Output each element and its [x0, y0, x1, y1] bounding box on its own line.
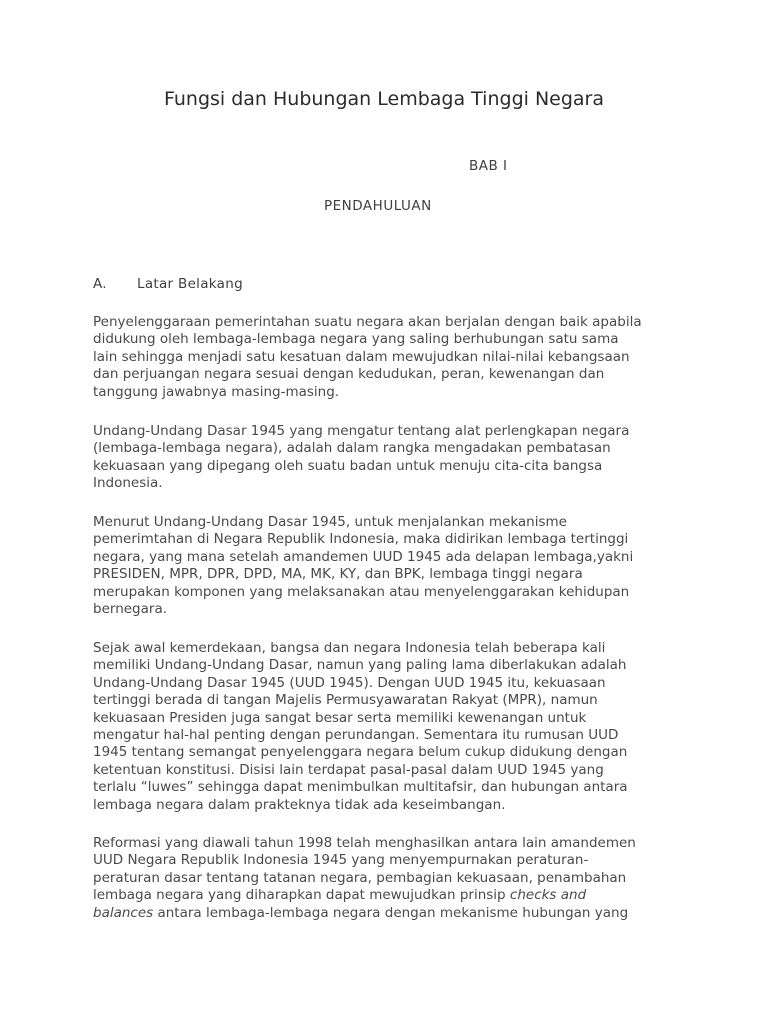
chapter-title: PENDAHULUAN	[324, 198, 432, 214]
paragraph-lead: Reformasi yang diawali tahun 1998 telah menghasilkan antara lain amandemen UUD Negara Republik Indonesia 1945 yang menyempurnakan peraturan- peraturan dasar tentang tatanan negara, pembagian kekuasaan, penambahan lembaga negara yang diharapkan dapat mewujudkan prinsip	[93, 835, 636, 904]
paragraph	[93, 835, 683, 922]
paragraph: Menurut Undang-Undang Dasar 1945, untuk menjalankan mekanisme pemerimtahan di Negara Republik Indonesia, maka didirikan lembaga tertinggi negara, yang mana setelah amandemen UUD 1945 ada delapan lembaga,yakni PRESIDEN, MPR, DPR, DPD, MA, MK, KY, dan BPK, lembaga tinggi negara merupakan komponen yang melaksanakan atau menyelenggarakan kehidupan bernegara.	[93, 514, 634, 618]
paragraph-tail: antara lembaga-lembaga negara dengan mekanisme hubungan yang	[153, 904, 629, 921]
chapter-label: BAB I	[469, 158, 508, 174]
paragraph: Undang-Undang Dasar 1945 yang mengatur tentang alat perlengkapan negara (lembaga-lembaga negara), adalah dalam rangka mengadakan pembatasan kekuasaan yang dipegang oleh suatu badan untuk menuju cita-cita bangsa Indonesia.	[93, 423, 630, 492]
section-number: A.	[93, 276, 107, 292]
section-title: Latar Belakang	[137, 276, 243, 292]
section-heading	[93, 276, 243, 292]
paragraph: Penyelenggaraan pemerintahan suatu negara akan berjalan dengan baik apabila didukung oleh lembaga-lembaga negara yang saling berhubungan satu sama lain sehingga menjadi satu kesatuan dalam mewujudkan nilai-nilai kebangsaan dan perjuangan negara sesuai dengan kedudukan, peran, kewenangan dan tanggung jawabnya masing-masing.	[93, 314, 642, 400]
paragraph: Sejak awal kemerdekaan, bangsa dan negara Indonesia telah beberapa kali memiliki Undang-Undang Dasar, namun yang paling lama diberlakukan adalah Undang-Undang Dasar 1945 (UUD 1945). Dengan UUD 1945 itu, kekuasaan tertinggi berada di tangan Majelis Permusyawaratan Rakyat (MPR), namun kekuasaan Presiden juga sangat besar serta memiliki kewenangan untuk mengatur hal-hal penting dengan perundangan. Sementara itu rumusan UUD 1945 tentang semangat penyelenggara negara belum cukup didukung dengan ketentuan konstitusi. Disisi lain terdapat pasal-pasal dalam UUD 1945 yang terlalu “luwes” sehingga dapat menimbulkan multitafsir, dan hubungan antara lembaga negara dalam prakteknya tidak ada keseimbangan.	[93, 640, 628, 813]
paragraph-italic-term: checks and balances	[93, 887, 587, 921]
document-title: Fungsi dan Hubungan Lembaga Tinggi Negara	[163, 88, 605, 110]
